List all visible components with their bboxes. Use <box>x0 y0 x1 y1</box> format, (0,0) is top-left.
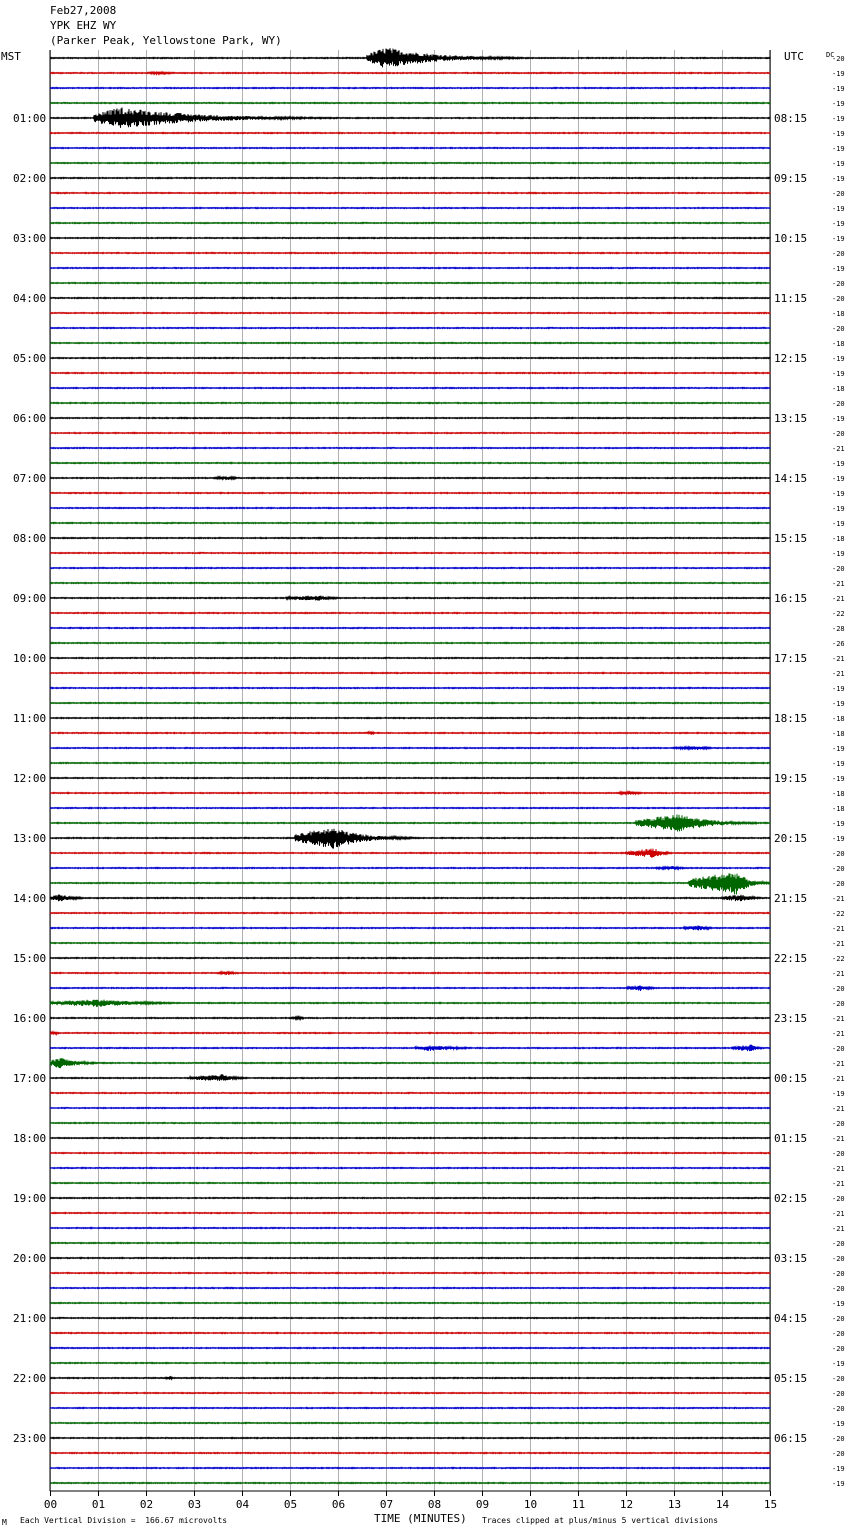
trace-line-40 <box>50 658 771 659</box>
trace-line-42 <box>50 688 771 689</box>
trace-line-21 <box>50 373 771 374</box>
dc-offset-label: -19 <box>832 1360 845 1368</box>
trace-line-30 <box>50 508 771 509</box>
x-tick-label: 02 <box>139 1498 154 1511</box>
trace-line-58 <box>50 926 771 931</box>
mst-hour-label: 17:00 <box>13 1072 47 1085</box>
trace-line-64 <box>50 1017 771 1019</box>
dc-offset-label: -19 <box>832 550 845 558</box>
trace-line-12 <box>50 238 771 239</box>
dc-offset-label: -18 <box>832 535 845 543</box>
trace-line-38 <box>50 628 771 629</box>
dc-offset-label: -21 <box>832 1105 845 1113</box>
dc-offset-label: -19 <box>832 220 845 228</box>
utc-hour-label: 03:15 <box>774 1252 808 1265</box>
dc-offset-label: -19 <box>832 1465 845 1473</box>
dc-offset-label: -21 <box>832 1015 845 1023</box>
utc-hour-label: 23:15 <box>774 1012 808 1025</box>
trace-line-78 <box>50 1228 771 1229</box>
x-tick-label: 09 <box>475 1498 490 1511</box>
mst-hour-label: 05:00 <box>13 352 47 365</box>
trace-line-71 <box>50 1123 771 1124</box>
dc-offset-label: -19 <box>832 1480 845 1488</box>
utc-hour-label: 06:15 <box>774 1432 808 1445</box>
dc-offset-label: -21 <box>832 1225 845 1233</box>
trace-line-53 <box>50 849 771 858</box>
x-tick-label: 07 <box>379 1498 394 1511</box>
trace-line-18 <box>50 328 771 329</box>
x-tick-label: 15 <box>763 1498 778 1511</box>
dc-offset-label: -21 <box>832 1180 845 1188</box>
mst-hour-label: 07:00 <box>13 472 47 485</box>
trace-line-22 <box>50 388 771 389</box>
dc-offset-label: -20 <box>832 1450 845 1458</box>
trace-line-7 <box>50 163 771 164</box>
dc-offset-label: -20 <box>832 1435 845 1443</box>
dc-offset-label: -21 <box>832 595 845 603</box>
dc-offset-label: -19 <box>832 235 845 243</box>
trace-line-2 <box>50 88 771 89</box>
trace-line-4 <box>50 108 771 128</box>
dc-offset-label: -19 <box>832 355 845 363</box>
dc-offset-label: -19 <box>832 415 845 423</box>
dc-offset-label: -19 <box>832 130 845 138</box>
trace-line-25 <box>50 433 771 434</box>
dc-offset-label: -21 <box>832 940 845 948</box>
trace-line-32 <box>50 538 771 539</box>
x-tick-label: 05 <box>283 1498 298 1511</box>
dc-offset-label: -26 <box>832 640 845 648</box>
dc-offset-label: -19 <box>832 760 845 768</box>
dc-offset-label: -19 <box>832 700 845 708</box>
dc-offset-label: -21 <box>832 445 845 453</box>
x-tick-label: 12 <box>619 1498 634 1511</box>
dc-offset-label: -19 <box>832 475 845 483</box>
trace-line-74 <box>50 1168 771 1169</box>
dc-offset-label: -19 <box>832 685 845 693</box>
trace-line-86 <box>50 1348 771 1349</box>
scale-note: Each Vertical Division = 166.67 microvolts <box>20 1516 228 1525</box>
trace-line-57 <box>50 913 771 914</box>
trace-line-49 <box>50 791 771 794</box>
mst-label: MST <box>1 50 21 63</box>
dc-offset-label: -19 <box>832 460 845 468</box>
trace-line-90 <box>50 1408 771 1409</box>
trace-line-70 <box>50 1108 771 1109</box>
trace-line-85 <box>50 1333 771 1334</box>
utc-hour-label: 15:15 <box>774 532 808 545</box>
trace-line-20 <box>50 358 771 359</box>
utc-hour-label: 21:15 <box>774 892 808 905</box>
dc-offset-label: -21 <box>832 1165 845 1173</box>
dc-offset-label: -21 <box>832 1135 845 1143</box>
trace-line-43 <box>50 703 771 704</box>
dc-offset-label: -19 <box>832 175 845 183</box>
trace-line-84 <box>50 1318 771 1319</box>
trace-line-79 <box>50 1243 771 1244</box>
dc-offset-label: -19 <box>832 115 845 123</box>
utc-hour-label: 11:15 <box>774 292 808 305</box>
dc-offset-label: -28 <box>832 625 845 633</box>
dc-offset-label: -20 <box>832 1195 845 1203</box>
trace-line-83 <box>50 1303 771 1304</box>
trace-line-33 <box>50 553 771 554</box>
trace-line-39 <box>50 643 771 644</box>
dc-offset-label: -19 <box>832 100 845 108</box>
mst-hour-label: 20:00 <box>13 1252 47 1265</box>
trace-line-26 <box>50 448 771 449</box>
dc-offset-label: -19 <box>832 265 845 273</box>
x-tick-label: 03 <box>187 1498 202 1511</box>
mst-hour-label: 21:00 <box>13 1312 47 1325</box>
x-tick-label: 08 <box>427 1498 442 1511</box>
trace-line-45 <box>50 731 771 734</box>
trace-line-55 <box>50 873 771 894</box>
trace-line-31 <box>50 523 771 524</box>
dc-offset-label: -19 <box>832 160 845 168</box>
trace-line-1 <box>50 72 771 75</box>
utc-hour-label: 00:15 <box>774 1072 808 1085</box>
dc-offset-label: -19 <box>832 820 845 828</box>
dc-offset-label: -19 <box>832 835 845 843</box>
trace-line-36 <box>50 596 771 601</box>
trace-line-61 <box>50 971 771 975</box>
trace-line-92 <box>50 1438 771 1439</box>
dc-offset-label: -22 <box>832 955 845 963</box>
mst-hour-label: 11:00 <box>13 712 47 725</box>
utc-hour-label: 22:15 <box>774 952 808 965</box>
utc-hour-label: 19:15 <box>774 772 808 785</box>
trace-line-11 <box>50 223 771 224</box>
dc-offset-label: -20 <box>832 250 845 258</box>
trace-line-95 <box>50 1483 771 1484</box>
trace-line-51 <box>50 815 771 832</box>
dc-offset-label: -19 <box>832 745 845 753</box>
trace-line-69 <box>50 1093 771 1094</box>
dc-offset-label: -20 <box>832 430 845 438</box>
utc-hour-label: 18:15 <box>774 712 808 725</box>
trace-line-66 <box>50 1045 771 1052</box>
dc-offset-label: -21 <box>832 970 845 978</box>
dc-label: DC <box>826 51 835 59</box>
dc-offset-label: -20 <box>832 1330 845 1338</box>
trace-line-47 <box>50 763 771 764</box>
dc-offset-label: -20 <box>832 985 845 993</box>
trace-line-24 <box>50 418 771 419</box>
trace-line-67 <box>50 1058 771 1068</box>
mst-hour-label: 18:00 <box>13 1132 47 1145</box>
dc-offset-label: -20 <box>832 1405 845 1413</box>
trace-line-87 <box>50 1363 771 1364</box>
trace-line-14 <box>50 268 771 269</box>
dc-offset-label: -19 <box>832 505 845 513</box>
mst-hour-label: 15:00 <box>13 952 47 965</box>
dc-offset-label: -19 <box>832 775 845 783</box>
dc-offset-label: -19 <box>832 1090 845 1098</box>
dc-offset-label: -20 <box>832 1390 845 1398</box>
trace-line-56 <box>50 894 771 901</box>
trace-line-35 <box>50 583 771 584</box>
utc-hour-label: 10:15 <box>774 232 808 245</box>
utc-hour-label: 12:15 <box>774 352 808 365</box>
trace-line-77 <box>50 1213 771 1214</box>
utc-hour-label: 09:15 <box>774 172 808 185</box>
trace-line-94 <box>50 1468 771 1469</box>
trace-line-89 <box>50 1393 771 1394</box>
trace-line-34 <box>50 568 771 569</box>
utc-hour-label: 08:15 <box>774 112 808 125</box>
dc-offset-label: -18 <box>832 715 845 723</box>
dc-offset-label: -20 <box>832 1255 845 1263</box>
trace-line-13 <box>50 253 771 254</box>
trace-line-72 <box>50 1138 771 1139</box>
trace-line-6 <box>50 148 771 149</box>
x-tick-label: 06 <box>331 1498 346 1511</box>
mst-hour-label: 04:00 <box>13 292 47 305</box>
trace-line-44 <box>50 718 771 719</box>
mst-hour-label: 02:00 <box>13 172 47 185</box>
trace-line-10 <box>50 208 771 209</box>
trace-line-15 <box>50 283 771 284</box>
dc-offset-label: -20 <box>832 55 845 63</box>
utc-hour-label: 17:15 <box>774 652 808 665</box>
mst-hour-label: 22:00 <box>13 1372 47 1385</box>
utc-hour-label: 05:15 <box>774 1372 808 1385</box>
dc-offset-label: -19 <box>832 520 845 528</box>
trace-line-0 <box>50 48 771 67</box>
mst-hour-label: 06:00 <box>13 412 47 425</box>
x-axis-title: TIME (MINUTES) <box>374 1512 467 1525</box>
trace-line-52 <box>50 829 771 849</box>
mst-hour-label: 23:00 <box>13 1432 47 1445</box>
dc-offset-label: -20 <box>832 1375 845 1383</box>
dc-offset-label: -21 <box>832 895 845 903</box>
trace-line-91 <box>50 1423 771 1424</box>
dc-offset-label: -21 <box>832 1075 845 1083</box>
trace-line-23 <box>50 403 771 404</box>
dc-offset-label: -20 <box>832 880 845 888</box>
corner-mark: M <box>2 1518 7 1527</box>
mst-hour-label: 19:00 <box>13 1192 47 1205</box>
dc-offset-label: -18 <box>832 340 845 348</box>
dc-offset-label: -20 <box>832 1000 845 1008</box>
trace-line-17 <box>50 313 771 314</box>
dc-offset-label: -18 <box>832 730 845 738</box>
trace-line-50 <box>50 808 771 809</box>
dc-offset-label: -20 <box>832 565 845 573</box>
date-label: Feb27,2008 <box>50 4 117 17</box>
trace-line-48 <box>50 778 771 779</box>
x-tick-label: 10 <box>523 1498 538 1511</box>
trace-line-46 <box>50 746 771 750</box>
dc-offset-label: -19 <box>832 490 845 498</box>
dc-offset-label: -20 <box>832 1240 845 1248</box>
trace-line-82 <box>50 1288 771 1289</box>
dc-offset-label: -19 <box>832 145 845 153</box>
location-label: (Parker Peak, Yellowstone Park, WY) <box>50 34 282 47</box>
dc-offset-label: -20 <box>832 1345 845 1353</box>
dc-offset-label: -20 <box>832 865 845 873</box>
dc-offset-label: -20 <box>832 190 845 198</box>
mst-hour-label: 03:00 <box>13 232 47 245</box>
dc-offset-label: -18 <box>832 385 845 393</box>
trace-line-54 <box>50 866 771 870</box>
clip-note: Traces clipped at plus/minus 5 vertical divisions <box>482 1516 719 1525</box>
trace-line-41 <box>50 673 771 674</box>
utc-hour-label: 13:15 <box>774 412 808 425</box>
trace-line-16 <box>50 298 771 299</box>
x-tick-label: 11 <box>571 1498 586 1511</box>
trace-line-75 <box>50 1183 771 1184</box>
mst-hour-label: 16:00 <box>13 1012 47 1025</box>
time-grid <box>50 50 771 1491</box>
dc-offset-label: -21 <box>832 670 845 678</box>
x-tick-label: 01 <box>91 1498 106 1511</box>
x-axis <box>44 1491 777 1511</box>
trace-line-68 <box>50 1074 771 1081</box>
dc-offset-label: -19 <box>832 1300 845 1308</box>
trace-line-63 <box>50 1000 771 1007</box>
x-tick-label: 13 <box>667 1498 682 1511</box>
mst-hour-label: 13:00 <box>13 832 47 845</box>
dc-offset-label: -20 <box>832 400 845 408</box>
trace-line-59 <box>50 943 771 944</box>
x-tick-label: 04 <box>235 1498 250 1511</box>
dc-offset-label: -20 <box>832 850 845 858</box>
trace-line-60 <box>50 958 771 959</box>
trace-line-28 <box>50 477 771 480</box>
trace-line-93 <box>50 1453 771 1454</box>
utc-hour-label: 14:15 <box>774 472 808 485</box>
dc-offset-label: -18 <box>832 310 845 318</box>
trace-line-3 <box>50 103 771 104</box>
dc-offset-label: -20 <box>832 325 845 333</box>
dc-offset-label: -21 <box>832 1030 845 1038</box>
trace-line-5 <box>50 133 771 134</box>
dc-offset-label: -21 <box>832 1060 845 1068</box>
dc-offset-label: -21 <box>832 655 845 663</box>
dc-offset-label: -19 <box>832 205 845 213</box>
trace-line-88 <box>50 1376 771 1380</box>
utc-hour-label: 20:15 <box>774 832 808 845</box>
trace-line-29 <box>50 493 771 494</box>
dc-offset-label: -21 <box>832 580 845 588</box>
utc-hour-label: 02:15 <box>774 1192 808 1205</box>
dc-offset-label: -21 <box>832 925 845 933</box>
x-tick-label: 00 <box>43 1498 58 1511</box>
dc-offset-label: -20 <box>832 1150 845 1158</box>
mst-hour-label: 01:00 <box>13 112 47 125</box>
utc-label: UTC <box>784 50 804 63</box>
dc-offset-label: -22 <box>832 610 845 618</box>
trace-line-62 <box>50 985 771 991</box>
trace-line-81 <box>50 1273 771 1274</box>
trace-line-65 <box>50 1032 771 1035</box>
dc-offset-label: -20 <box>832 1285 845 1293</box>
trace-line-37 <box>50 613 771 614</box>
dc-offset-label: -20 <box>832 1315 845 1323</box>
utc-hour-label: 16:15 <box>774 592 808 605</box>
utc-hour-label: 01:15 <box>774 1132 808 1145</box>
utc-hour-label: 04:15 <box>774 1312 808 1325</box>
trace-line-76 <box>50 1198 771 1199</box>
dc-offset-label: -20 <box>832 295 845 303</box>
x-tick-label: 14 <box>715 1498 730 1511</box>
dc-offset-label: -20 <box>832 1120 845 1128</box>
dc-offset-label: -18 <box>832 790 845 798</box>
dc-offset-label: -22 <box>832 910 845 918</box>
dc-offset-label: -19 <box>832 1420 845 1428</box>
mst-hour-label: 12:00 <box>13 772 47 785</box>
trace-line-27 <box>50 463 771 464</box>
mst-hour-label: 10:00 <box>13 652 47 665</box>
station-label: YPK EHZ WY <box>50 19 117 32</box>
trace-line-19 <box>50 343 771 344</box>
trace-line-9 <box>50 193 771 194</box>
dc-offset-label: -19 <box>832 370 845 378</box>
trace-line-73 <box>50 1153 771 1154</box>
mst-hour-label: 14:00 <box>13 892 47 905</box>
dc-offset-label: -18 <box>832 805 845 813</box>
dc-offset-label: -20 <box>832 1270 845 1278</box>
dc-offset-label: -19 <box>832 85 845 93</box>
trace-group <box>50 48 771 1483</box>
mst-hour-label: 09:00 <box>13 592 47 605</box>
dc-offset-label: -19 <box>832 70 845 78</box>
dc-offset-label: -20 <box>832 1045 845 1053</box>
trace-line-80 <box>50 1258 771 1259</box>
dc-offset-label: -21 <box>832 1210 845 1218</box>
dc-offset-label: -20 <box>832 280 845 288</box>
mst-hour-label: 08:00 <box>13 532 47 545</box>
trace-line-8 <box>50 178 771 179</box>
